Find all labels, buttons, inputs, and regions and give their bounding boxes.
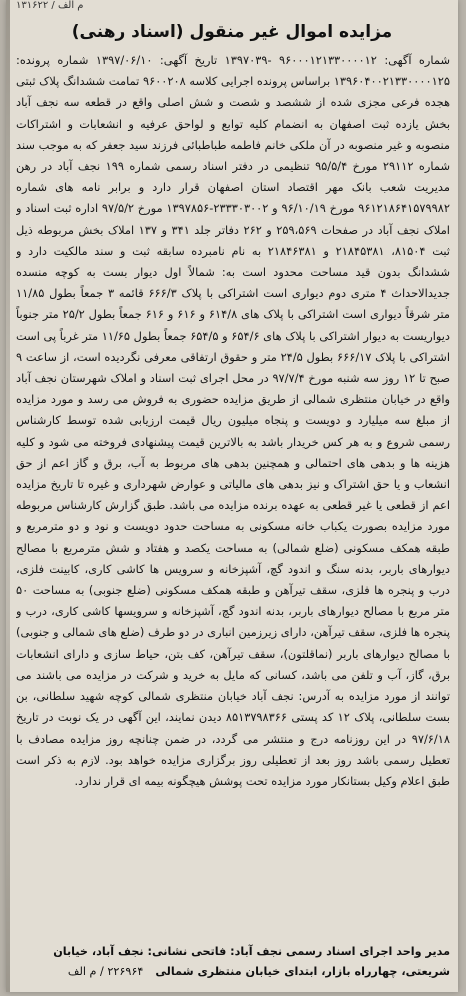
notice-body <box>16 50 450 938</box>
notice-footer <box>16 942 450 982</box>
notice-body-text: شماره آگهی: ۹۶۰۰۰۱۲۱۳۳۰۰۰۰۱۲ -۱۳۹۷۰۳۹ تاریخ آگهی: ۱۳۹۷/۰۶/۱۰ شماره پرونده: ۱۳۹۶۰۴۰۰۲۱۳۳۰۰۰۰۱۲۵ براساس پرونده اجرایی کلاسه ۹۶۰۰۲۰۸ تمامت ششدانگ پلاک ثبتی هجده فرعی مجزی شده از ششصد و شصت و شش اصلی واقع در قطعه سه نجف آباد بخش یازده ثبت اصفهان به انضمام کلیه توابع و لواحق عرفیه و انشعابات و اشتراکات منصوبه و غیر منصوبه در آن ملکی خانم فاطمه طباطبائی فرزند سید جعفر که به موجب سند شماره ۲۹۱۱۲ مورخ ۹۵/۵/۴ تنظیمی در دفتر اسناد رسمی شماره ۱۹۹ نجف آباد در رهن مدیریت شعب بانک مهر اقتصاد استان اصفهان قرار دارد و برابر نامه های شماره ۹۶۱۲۱۸۶۴۱۵۷۹۹۸۲ مورخ ۹۶/۱۰/۱۹ و ۲۳۳۳۰۳۰۰۲-۱۳۹۷۸۵۶ مورخ ۹۷/۵/۲ اداره ثبت اسناد و املاک نجف آباد در صفحات ۲۵۹،۵۶۹ و ۲۶۲ دفاتر جلد ۳۴۱ و ۱۳۷ املاک بخش مربوطه ذیل ثبت ۸۱۵۰۴، ۲۱۸۴۵۳۸۱ و ۲۱۸۴۶۳۸۱ به نام نامبرده سابقه ثبت و سند مالکیت دارد و ششدانگ بدون قید مساحت محدود است به: شمالاً اول دیوار بست به کوچه منسده جدیدالاحداث ۴ متری دوم دیواری است اشتراکی با پلاک ۶۶۶/۳ قائمه ۳ جمعاً بطول ۱۱/۸۵ متر شرقاً دیواری است اشتراکی با پلاک های ۶۱۴/۸ و ۶۱۶ و ۶۱۶ جمعاً بطول ۲۵/۲ متر جنوباً دیواریست به دیوار اشتراکی با پلاک های ۶۵۴/۶ و ۶۵۴/۵ جمعاً بطول ۱۱/۶۵ متر غرباً پی است اشتراکی با پلاک ۶۶۶/۱۷ بطول ۲۴/۵ متر و حقوق ارتفاقی معرفی نگردیده است، از ساعت ۹ صبح تا ۱۲ روز سه شنبه مورخ ۹۷/۷/۴ در محل اجرای ثبت اسناد و املاک شهرستان نجف آباد واقع در خیابان منتظری شمالی از طریق مزایده حضوری به فروش می رسد و مورد مزایده از مبلغ سه میلیارد و دویست و پنجاه میلیون ریال قیمت ارزیابی شده توسط کارشناس رسمی شروع و به هر کس خریدار باشد به بالاترین قیمت پیشنهادی فروخته می شود و کلیه هزینه ها و بدهی های احتمالی و همچنین بدهی های مربوط به آب، برق و گاز اعم از حق انشعاب و یا حق اشتراک و نیز بدهی های مالیاتی و عوارض شهرداری و غیره تا تاریخ مزایده اعم از قطعی یا غیر قطعی به عهده برنده مزایده می باشد. طبق گزارش کارشناس مربوطه مورد مزایده بصورت یکباب خانه مسکونی به مساحت حدود دویست و نود و دو مترمربع و طبقه همکف مسکونی (ضلع شمالی) به مساحت یکصد و هفتاد و شش مترمربع با مصالح دیوارهای باربر، بدنه سنگ و اندود گچ، آشپزخانه و سرویس ها کاشی کاری، کابینت فلزی، درب و پنجره ها فلزی، سقف تیرآهن و طبقه همکف مسکونی (ضلع جنوبی) به مساحت ۵۰ متر مربع با مصالح دیوارهای باربر، بدنه اندود گچ، آشپزخانه و سرویسها کاشی کاری، درب و پنجره ها فلزی، سقف تیرآهن، دارای زیرزمین انباری در دو طرف (ضلع های شمالی و جنوبی) با مصالح دیوارهای باربر (نماقلتون)، سقف تیرآهن، کف بتن، حیاط سازی و دارای انشعابات برق، گاز، آب و تلفن می باشد، کسانی که مایل به خرید و شرکت در مزایده می باشند می توانند از مورد مزایده به آدرس: نجف آباد خیابان منتظری شمالی کوچه شهید سلطانی، بن بست سلطانی، پلاک ۱۲ کد پستی ۸۵۱۳۷۹۸۳۶۶ دیدن نمایند، این آگهی در یک نوبت در تاریخ ۹۷/۶/۱۸ در این روزنامه درج و منتشر می گردد، در ضمن چنانچه روز مزایده مصادف با تعطیل رسمی باشد روز بعد از تعطیلی روز برگزاری مزایده خواهد بود. لازم به ذکر است طبق اعلام وکیل بستانکار مورد مزایده تحت پوشش هیچگونه بیمه ای قرار ندارد. <box>16 53 450 788</box>
top-reference-code: ۱۳۱۶۲۲ / م الف <box>16 0 84 11</box>
newspaper-clipping <box>6 0 458 992</box>
footer-signature: مدیر واحد اجرای اسناد رسمی نجف آباد: فاتحی <box>191 945 450 958</box>
paper-edge-shadow <box>6 0 10 992</box>
footer-code: ۲۲۶۹۶۴ / م الف <box>67 965 144 978</box>
notice-title: مزایده اموال غیر منقول (اسناد رهنی) <box>71 22 393 42</box>
footer-address: نشانی: نجف آباد، خیابان شریعتی، چهارراه بازار، ابتدای خیابان منتظری شمالی <box>53 945 450 978</box>
